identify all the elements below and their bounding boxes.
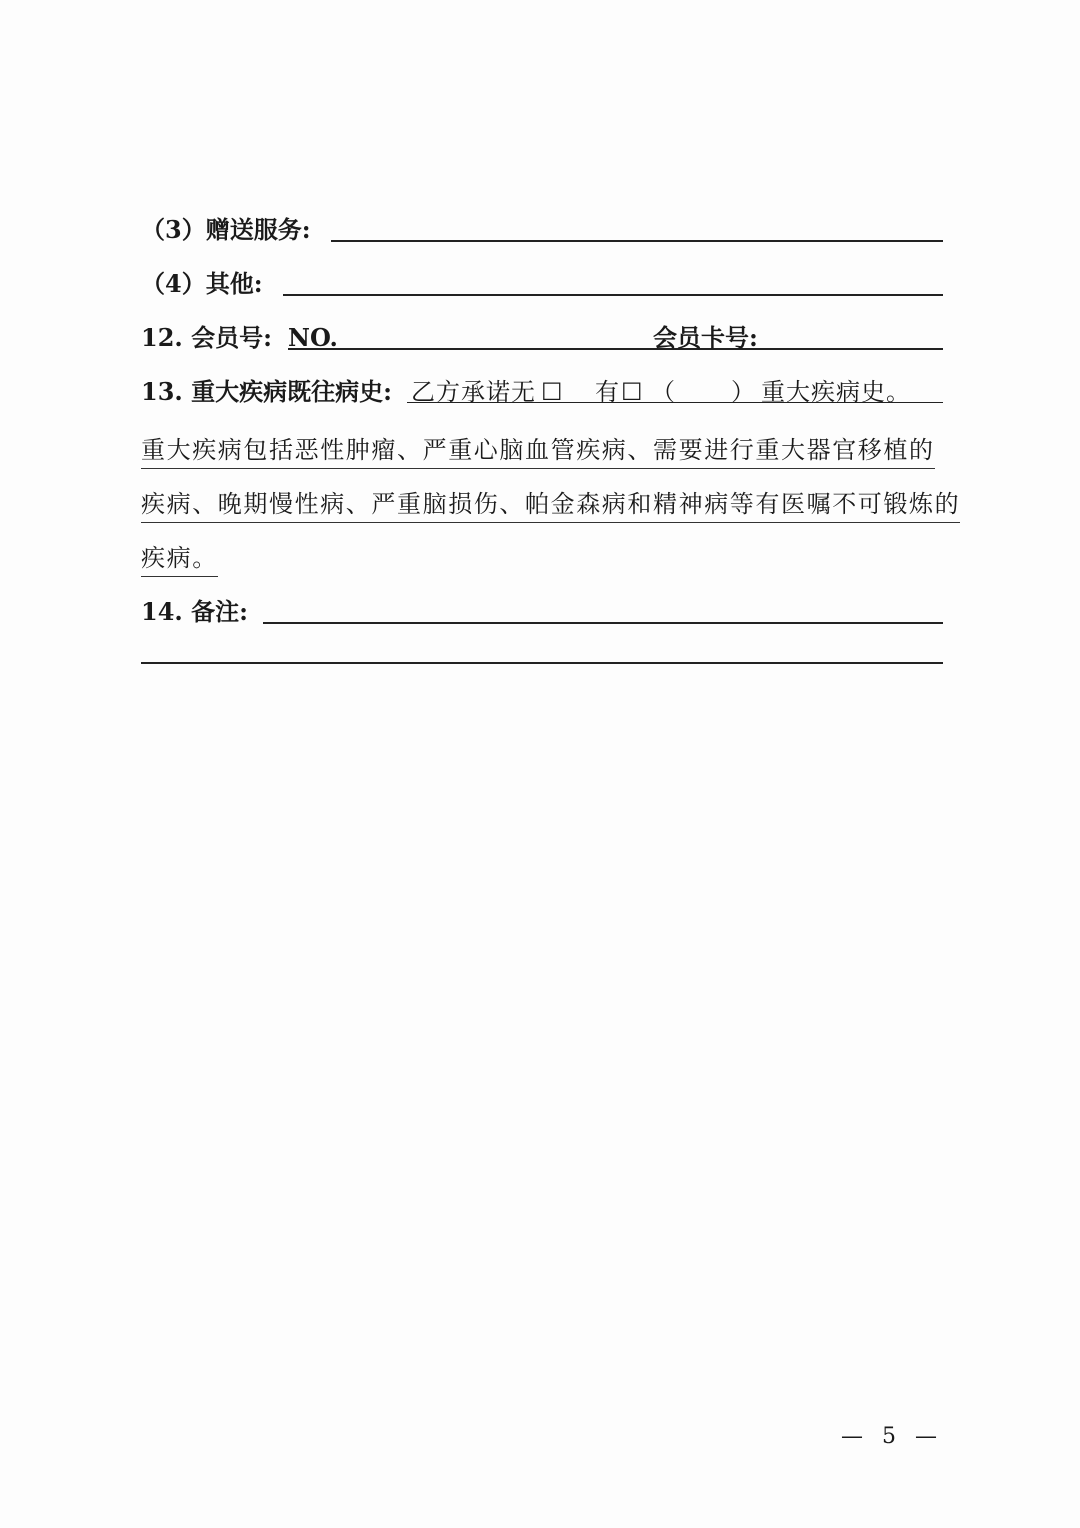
disease-definition-line-1: 重大疾病包括恶性肿瘤、严重心脑血管疾病、需要进行重大器官移植的: [141, 423, 943, 477]
paren-close: ）: [731, 378, 755, 406]
disease-definition-paragraph: [141, 423, 961, 585]
paren-open: （: [651, 378, 675, 406]
gift-service-blank[interactable]: [331, 240, 943, 242]
other-blank[interactable]: [283, 294, 943, 296]
page-number: — 5 —: [841, 1424, 943, 1449]
member-card-label: 会员卡号:: [653, 323, 758, 352]
disease-has-text: 有: [595, 378, 619, 406]
gift-service-label: （3）赠送服务:: [141, 215, 311, 244]
gift-service-row: [141, 208, 943, 252]
disease-promise-none-text: 乙方承诺无: [411, 378, 536, 406]
disease-history-label: 13. 重大疾病既往病史:: [141, 377, 392, 406]
disease-history-row: [141, 370, 943, 414]
remarks-row: [141, 590, 943, 634]
member-number-prefix: NO.: [288, 323, 338, 352]
remarks-label: 14. 备注:: [141, 597, 248, 626]
remarks-row-2: [141, 630, 943, 674]
checkbox-none[interactable]: ☐: [541, 378, 563, 406]
other-label: （4）其他:: [141, 269, 263, 298]
disease-tail-text: 重大疾病史。: [761, 378, 911, 406]
remarks-blank-1[interactable]: [263, 622, 943, 624]
disease-definition-line-3: 疾病。: [141, 531, 943, 585]
member-number-row: [141, 316, 943, 360]
checkbox-has[interactable]: ☐: [621, 378, 643, 406]
member-number-blank[interactable]: [288, 348, 943, 350]
disease-definition-line-2: 疾病、晚期慢性病、严重脑损伤、帕金森病和精神病等有医嘱不可锻炼的: [141, 477, 943, 531]
member-number-label: 12. 会员号:: [141, 323, 272, 352]
remarks-blank-2[interactable]: [141, 662, 943, 664]
other-row: [141, 262, 943, 306]
